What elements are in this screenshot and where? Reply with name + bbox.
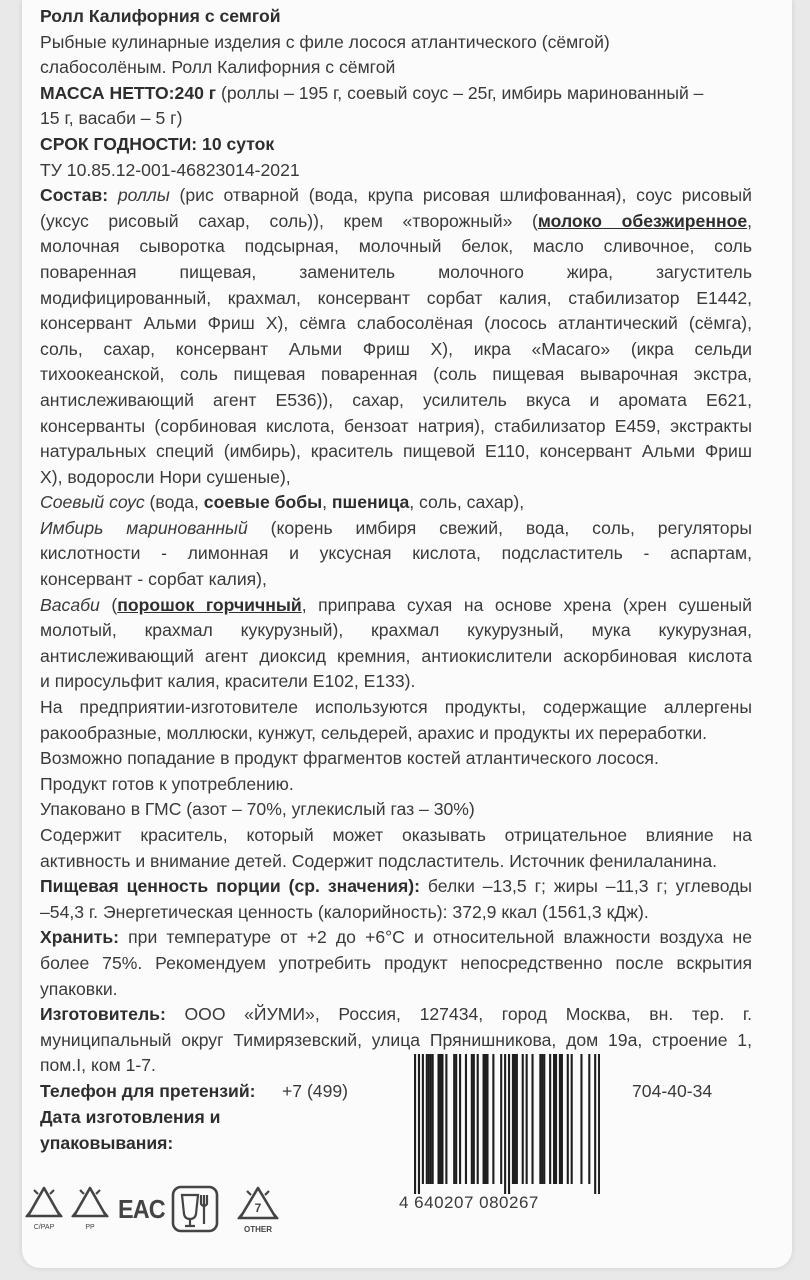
net-weight-line-1: МАССА НЕТТО:240 г (роллы – 195 г, соевый соус – 25г, имбирь маринованный –: [40, 82, 704, 103]
wasabi-line-4: и пиросульфит калия, красители Е102, Е133).: [40, 671, 416, 692]
composition-line-1: Состав: роллы (рис отварной (вода, крупа рисовая шлифованная), соус рисовый: [40, 185, 752, 206]
barcode-bar: [541, 1054, 543, 1184]
description-line-2: слабосолёным. Ролл Калифорния с сёмгой: [40, 57, 396, 78]
dye-warning-line-1: Содержит краситель, который может оказывать отрицательное влияние на: [40, 825, 752, 845]
barcode-bar: [553, 1054, 555, 1184]
barcode-bar: [441, 1054, 443, 1184]
net-weight-label: МАССА НЕТТО:240 г: [40, 82, 217, 103]
barcode-bar: [549, 1054, 551, 1184]
barcode-number: 4 640207 080267: [399, 1193, 539, 1212]
manufacturer-line-2: муниципальный округ Тимирязевский, улица Прянишникова, дом 19а, строение 1,: [40, 1029, 752, 1050]
composition-line-5: модифицированный, крахмал, консервант сорбат калия, стабилизатор Е1442,: [40, 287, 752, 308]
barcode-bar: [486, 1054, 488, 1184]
nutrition-label: Пищевая ценность порции (ср. значения):: [40, 876, 420, 897]
barcode-bar: [414, 1054, 416, 1194]
allergen-wheat: пшеница: [331, 492, 410, 513]
allergen-milk: молоко обезжиренное: [537, 210, 748, 231]
description-line-1: Рыбные кулинарные изделия с филе лосося атлантического (сёмгой): [40, 31, 610, 52]
manufacturer-line-3: пом.I, ком 1-7.: [40, 1055, 156, 1076]
barcode-bar: [516, 1054, 518, 1184]
phone-row: [40, 1079, 752, 1105]
composition-line-11: натуральных специй (имбирь), краситель пищевой Е110, консервант Альми Фриш: [40, 441, 752, 462]
packaging-atmosphere: Упаковано в ГМС (азот – 70%, углекислый газ – 30%): [40, 799, 475, 820]
phone-number: 704-40-34: [632, 1080, 713, 1101]
barcode-bar: [504, 1054, 506, 1194]
barcode-bar: [508, 1054, 510, 1194]
composition-line-7: соль, сахар, консервант Альми Фриш Х), икра «Масаго» (икра сельди: [40, 338, 752, 359]
ginger-line-2: кислотности - лимонная и уксусная кислота, подсластитель - аспартам,: [40, 543, 752, 564]
food-safe-glass-fork-icon: [170, 1184, 220, 1234]
wasabi-line-3: антислеживающий агент диоксид кремния, антиокислители аскорбиновая кислота: [40, 645, 752, 666]
composition-line-3: молочная сыворотка подсырная, молочный белок, масло сливочное, соль: [40, 236, 752, 257]
storage-label: Хранить:: [40, 927, 120, 948]
barcode: [414, 1054, 600, 1194]
eac-mark-icon: EAC: [118, 1194, 165, 1224]
nutrition-line-2: –54,3 г. Энергетическая ценность (калорийность): 372,9 ккал (1561,3 кДж).: [40, 901, 649, 922]
barcode-bar: [428, 1054, 430, 1184]
barcode-bar: [588, 1054, 590, 1184]
barcode-bar: [492, 1054, 494, 1184]
recycle-code-label: C/PAP: [33, 1224, 55, 1231]
barcode-bar: [514, 1054, 516, 1184]
shelf-life: СРОК ГОДНОСТИ: 10 суток: [40, 133, 275, 154]
composition-line-8: тихоокеанской, соль пищевая поваренная (соль пищевая выварочная экстра,: [40, 364, 752, 385]
barcode-bar: [561, 1054, 563, 1184]
barcode-bar: [477, 1054, 479, 1184]
barcode-bar: [594, 1054, 596, 1194]
barcode-bar: [484, 1054, 486, 1184]
composition-line-2: (уксус рисовый сахар, соль)), крем «творожный» (молоко обезжиренное,: [40, 210, 753, 231]
storage-line-1: Хранить: при температуре от +2 до +6°С и относительной влажности воздуха не: [40, 927, 752, 948]
barcode-bar: [430, 1054, 432, 1184]
allergen-soy: соевые бобы: [203, 492, 323, 513]
recycle-code-label: OTHER: [244, 1225, 272, 1234]
allergens-line-2: ракообразные, моллюски, кунжут, сельдерей, арахис и продукты их переработки.: [40, 722, 708, 743]
barcode-bar: [445, 1054, 447, 1184]
ginger-line-3: консервант - сорбат калия),: [40, 569, 267, 590]
recycle-triangle-icon: [24, 1184, 64, 1232]
dye-warning-line-2: активность и внимание детей. Содержит подсластитель. Источник фенилаланина.: [40, 850, 718, 871]
label-text: [40, 4, 752, 1156]
phone-label: Телефон для претензий:: [40, 1080, 256, 1101]
bones-warning: Возможно попадание в продукт фрагментов костей атлантического лосося.: [40, 748, 659, 769]
composition-line-10: консерванты (сорбиновая кислота, бензоат натрия), стабилизатор Е459, экстракты: [40, 415, 752, 436]
production-date-label-2: упаковывания:: [40, 1132, 174, 1153]
storage-line-2: более 75%. Рекомендуем употребить продукт непосредственно после вскрытия: [40, 952, 752, 973]
barcode-bar: [555, 1054, 557, 1184]
wasabi-line-2: молотый, крахмал кукурузный), крахмал кукурузный, мука кукурузная,: [40, 620, 752, 641]
wasabi-line-1: Васаби (порошок горчичный, приправа сухая на основе хрена (хрен сушеный: [40, 594, 752, 615]
composition-line-4: поваренная пищевая, заменитель молочного жира, загуститель: [40, 261, 752, 282]
manufacturer-line-1: Изготовитель: ООО «ЙУМИ», Россия, 127434, город Москва, вн. тер. г.: [40, 1004, 752, 1025]
manufacturer-label: Изготовитель:: [40, 1004, 166, 1025]
storage-line-3: упаковки.: [40, 978, 118, 999]
barcode-bar: [598, 1054, 600, 1194]
barcode-bar: [567, 1054, 569, 1184]
barcode-bar: [500, 1054, 502, 1184]
barcode-bar: [473, 1054, 475, 1184]
barcode-bar: [526, 1054, 528, 1184]
recycle-triangle-icon: [70, 1184, 110, 1232]
nutrition-line-1: Пищевая ценность порции (ср. значения): белки –13,5 г; жиры –11,3 г; углеводы: [40, 876, 753, 897]
allergens-line-1: На предприятии-изготовителе используются продукты, содержащие аллергены: [40, 697, 752, 718]
barcode-bar: [571, 1054, 573, 1184]
barcode-bar: [471, 1054, 473, 1184]
composition-label: Состав:: [40, 185, 109, 206]
net-weight-line-2: 15 г, васаби – 5 г): [40, 108, 183, 129]
recycle-code-label: PP: [85, 1224, 95, 1231]
barcode-bar: [559, 1054, 561, 1184]
recycle-triangle-icon: [234, 1184, 282, 1236]
ready-to-eat: Продукт готов к употреблению.: [40, 773, 294, 794]
barcode-bar: [432, 1054, 434, 1184]
production-date-label-1: Дата изготовления и: [40, 1106, 221, 1127]
recycle-code-number: 7: [254, 1201, 262, 1215]
composition-line-12: Х), водоросли Нори сушеные),: [40, 466, 291, 487]
barcode-bar: [531, 1054, 533, 1184]
barcode-bar: [580, 1054, 582, 1184]
soy-sauce-line: Соевый соус (вода, соевые бобы, пшеница, соль, сахар),: [40, 492, 525, 513]
barcode-bar: [539, 1054, 541, 1184]
phone-code: +7 (499): [282, 1080, 349, 1101]
barcode-bar: [465, 1054, 467, 1184]
barcode-bar: [512, 1054, 514, 1184]
barcode-bar: [459, 1054, 461, 1184]
composition-line-9: антислеживающий агент Е536)), сахар, усилитель вкуса и аромата Е621,: [40, 389, 752, 410]
barcode-bar: [455, 1054, 457, 1184]
allergen-mustard: порошок горчичный: [117, 594, 302, 615]
barcode-bar: [437, 1054, 439, 1184]
ginger-line-1: Имбирь маринованный (корень имбиря свежий, вода, соль, регуляторы: [40, 517, 753, 538]
barcode-bar: [422, 1054, 424, 1184]
barcode-bar: [418, 1054, 420, 1194]
product-title: Ролл Калифорния с семгой: [40, 6, 281, 26]
tu-standard: ТУ 10.85.12-001-46823014-2021: [40, 159, 300, 180]
barcode-bar: [543, 1054, 545, 1184]
composition-line-6: консервант Альми Фриш Х), сёмга слабосолёная (лосось атлантический (сёмга),: [40, 313, 752, 334]
barcode-bar: [426, 1054, 428, 1184]
barcode-bar: [439, 1054, 441, 1184]
barcode-bar: [453, 1054, 455, 1184]
barcode-bar: [522, 1054, 524, 1184]
barcode-bar: [483, 1054, 485, 1184]
